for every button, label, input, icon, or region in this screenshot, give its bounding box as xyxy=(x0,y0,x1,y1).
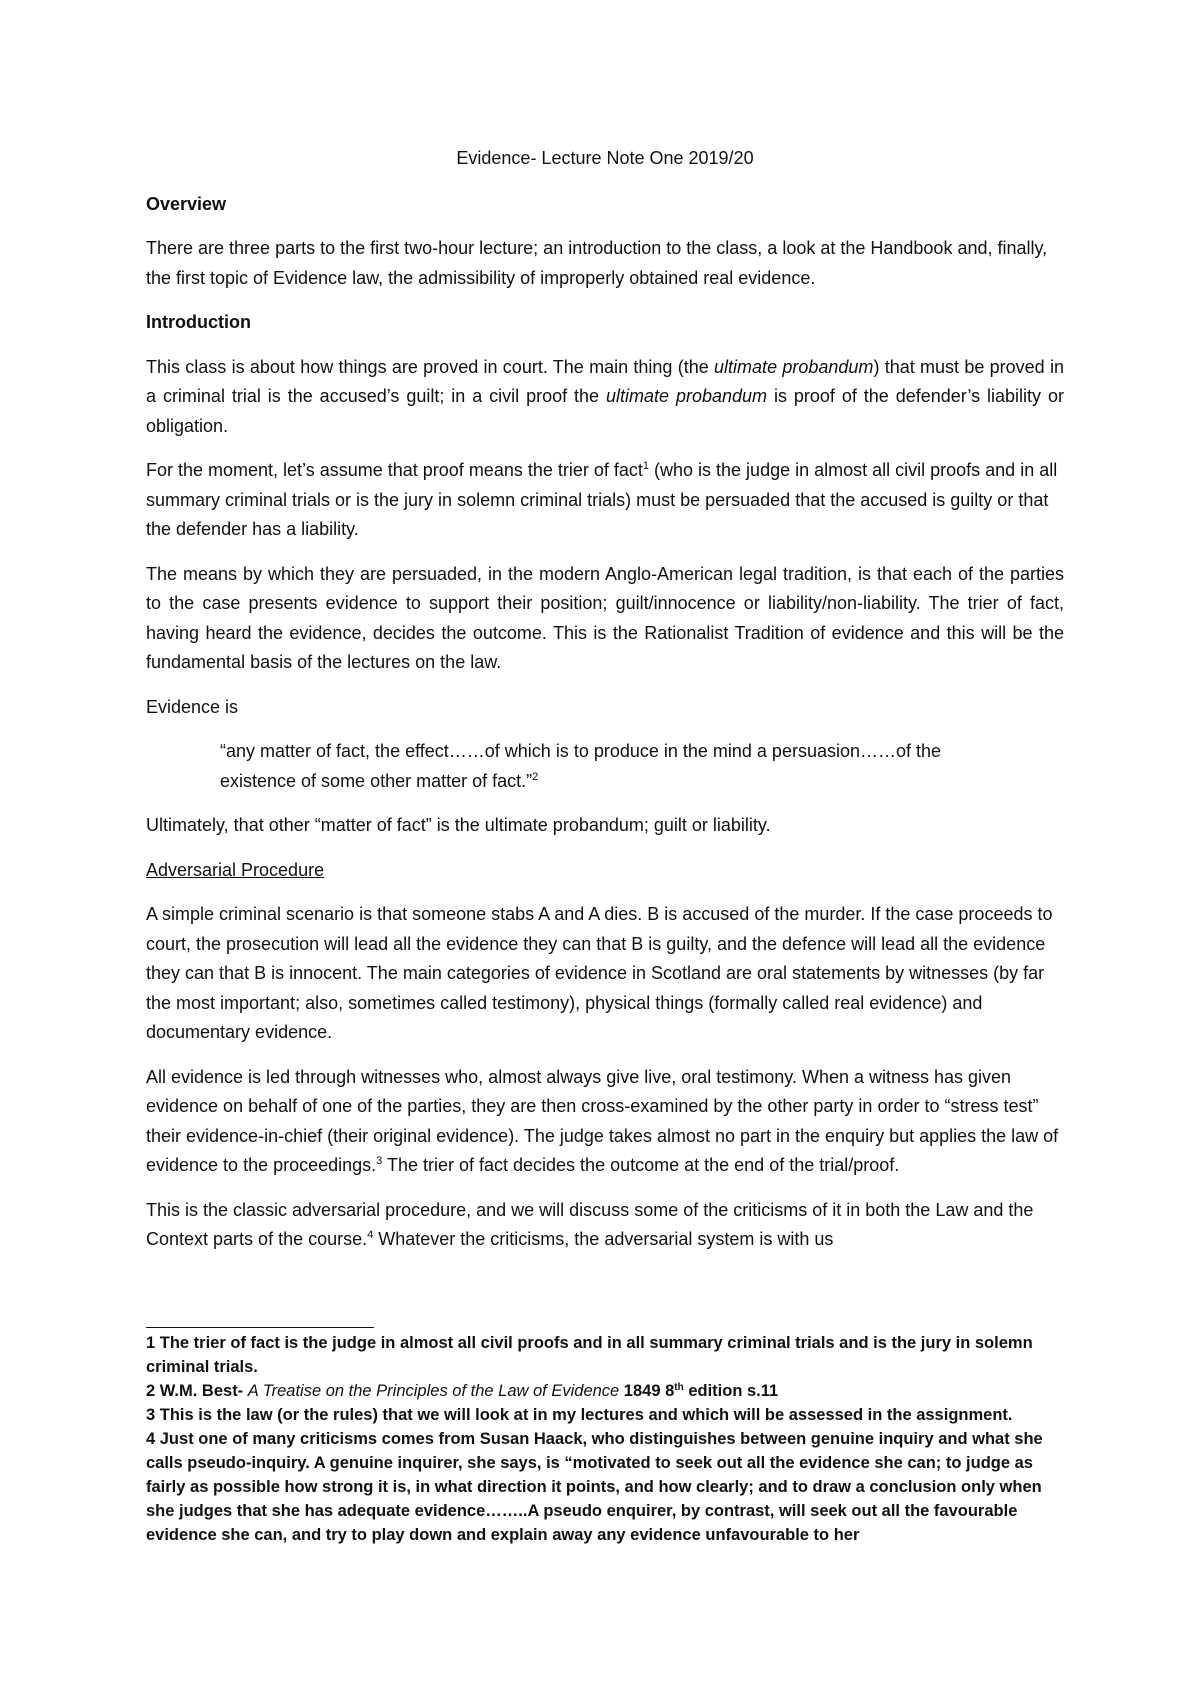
overview-heading: Overview xyxy=(146,193,227,214)
footnote-2: 2 W.M. Best- A Treatise on the Principles of the Law of Evidence 1849 8th edition s.11 xyxy=(146,1382,779,1400)
footnote-ref-1: 1 xyxy=(642,460,650,472)
footnote-1: 1 The trier of fact is the judge in almost all civil proofs and in all summary criminal trials and is the jury in solemn criminal trials. xyxy=(146,1334,1033,1376)
document-title: Evidence- Lecture Note One 2019/20 xyxy=(456,148,754,168)
adversarial-paragraph-3: This is the classic adversarial procedure, and we will discuss some of the criticisms of it in both the Law and the Context parts of the course.$^4$ Whatever the criticisms, the adversarial system is with us xyxy=(146,1199,1034,1249)
definition-quote: “any matter of fact, the effect……of which is to produce in the mind a persuasion……of the existence of some other matter of fact.”$^2$ xyxy=(220,741,942,791)
footnote-4: 4 Just one of many criticisms comes from Susan Haack, who distinguishes between genuine inquiry and what she calls pseudo-inquiry. A genuine inquirer, she says, is “motivated to seek out all the evidence she can; to judge as fairly as possible how strong it is, in what direction it points, and how clearly; and to draw a conclusion only when she judges that she has adequate evidence……..A pseudo enquirer, by contrast, will seek out all the favourable evidence she can, and try to play down and explain away any evidence unfavourable to her xyxy=(146,1430,1043,1544)
adversarial-paragraph-1: A simple criminal scenario is that someone stabs A and A dies. B is accused of the murder. If the case proceeds to court, the prosecution will lead all the evidence they can that B is guilty, and the defence will lead all the evidence they can that B is innocent. The main categories of evidence in Scotland are oral statements by witnesses (by far the most important; also, sometimes called testimony), physical things (formally called real evidence) and documentary evidence. xyxy=(146,904,1053,1042)
footnote-separator xyxy=(146,1327,374,1328)
overview-paragraph: There are three parts to the first two-hour lecture; an introduction to the class, a look at the Handbook and, finally, the first topic of Evidence law, the admissibility of improperly obtained real evidence. xyxy=(146,238,1048,288)
footnote-3: 3 This is the law (or the rules) that we will look at in my lectures and which will be assessed in the assignment. xyxy=(146,1406,1013,1424)
footnotes xyxy=(146,1327,1064,1547)
introduction-paragraph-4: Evidence is xyxy=(146,696,239,717)
footnote-ref-4: 4 xyxy=(367,1229,374,1241)
adversarial-paragraph-2: All evidence is led through witnesses who, almost always give live, oral testimony. When a witness has given evidence on behalf of one of the parties, they are then cross-examined by the other party in order to “stress test” their evidence-in-chief (their original evidence). The judge takes almost no part in the enquiry but applies the law of evidence to the proceedings.$^3$ The trier of fact decides the outcome at the end of the trial/proof. xyxy=(146,1066,1059,1175)
introduction-paragraph-2: For the moment, let’s assume that proof means the trier of fact$^1$ (who is the judge in almost all civil proofs and in all summary criminal trials or is the jury in solemn criminal trials) must be persuaded that the accused is guilty or that the defender has a liability. xyxy=(146,460,1058,539)
footnote-ref-3: 3 xyxy=(376,1155,383,1167)
introduction-paragraph-3: The means by which they are persuaded, in the modern Anglo-American legal tradition, is that each of the parties to the case presents evidence to support their position; guilt/innocence or liability/non-liability. The trier of fact, having heard the evidence, decides the outcome. This is the Rationalist Tradition of evidence and this will be the fundamental basis of the lectures on the law. xyxy=(146,563,1064,672)
document-body xyxy=(146,144,1064,1270)
adversarial-heading: Adversarial Procedure xyxy=(146,859,325,880)
footnote-ref-2: 2 xyxy=(532,770,539,783)
introduction-paragraph-1: This class is about how things are proved in court. The main thing (the ultimate probandum) that must be proved in a criminal trial is the accused’s guilt; in a civil proof the ultimate probandum is proof of the defender’s liability or obligation. xyxy=(146,356,1064,436)
introduction-heading: Introduction xyxy=(146,312,251,332)
introduction-paragraph-5: Ultimately, that other “matter of fact” is the ultimate probandum; guilt or liability. xyxy=(146,815,771,835)
